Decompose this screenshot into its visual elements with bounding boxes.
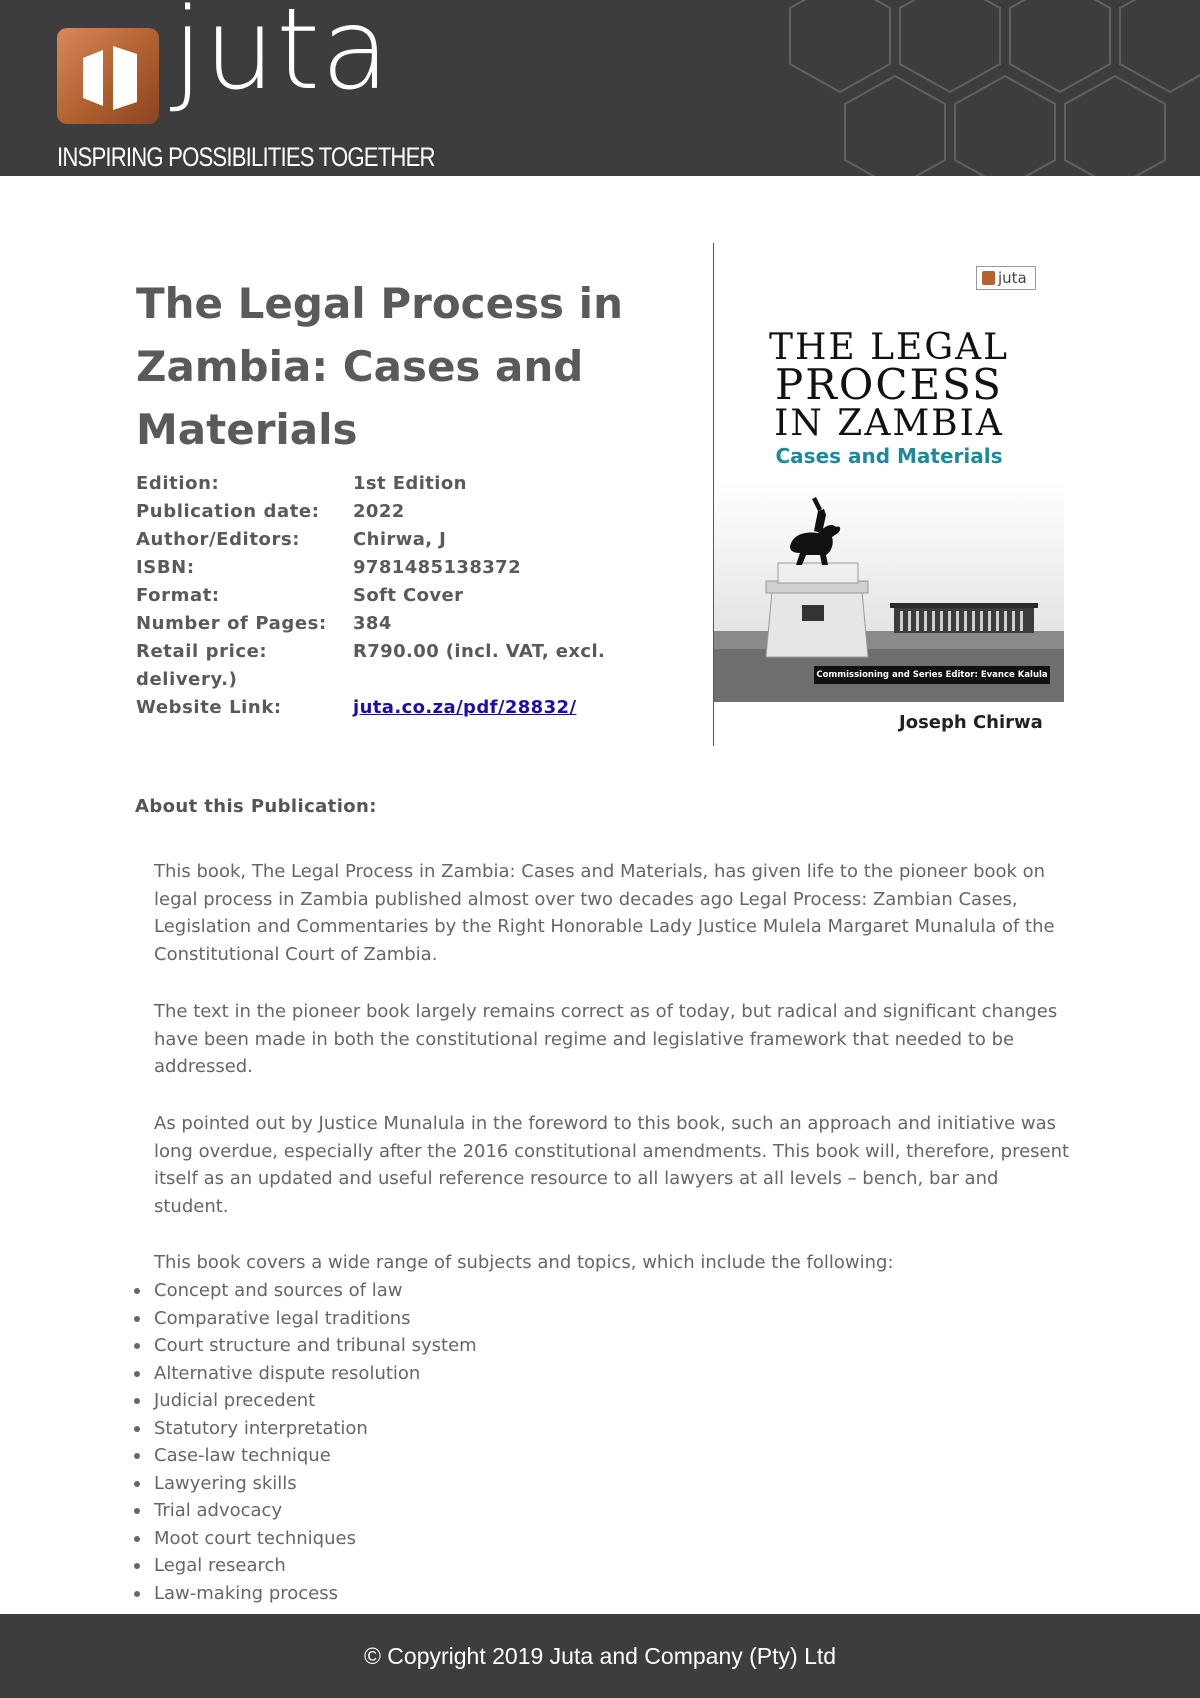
book-details — [136, 470, 666, 722]
authors-row — [136, 526, 666, 554]
website-link[interactable]: juta.co.za/pdf/28832/ — [353, 697, 577, 718]
cover-logo-icon — [982, 271, 995, 285]
price-value-continued: delivery.) — [136, 669, 238, 690]
publication-date-value: 2022 — [353, 501, 405, 522]
price-label: Retail price: — [136, 641, 268, 662]
topics-list — [154, 1277, 477, 1607]
list-item: Judicial precedent — [154, 1387, 477, 1415]
about-paragraph-2: The text in the pioneer book largely remains correct as of today, but radical and significant changes have been made in both the constitutional regime and legislative framework that needed to be addressed. — [154, 1001, 1058, 1077]
cover-editor-band: Commissioning and Series Editor: Evance Kalula — [814, 666, 1050, 684]
price-value: R790.00 (incl. VAT, excl. — [353, 641, 606, 662]
isbn-value: 9781485138372 — [353, 557, 522, 578]
list-item: Lawyering skills — [154, 1470, 477, 1498]
copyright-text: © Copyright 2019 Juta and Company (Pty) Ltd — [363, 1643, 837, 1669]
list-item: Alternative dispute resolution — [154, 1360, 477, 1388]
list-item: Case-law technique — [154, 1442, 477, 1470]
juta-logo-icon — [57, 28, 159, 124]
about-paragraph-3: As pointed out by Justice Munalula in the foreword to this book, such an approach and initiative was long overdue, especially after the 2016 constitutional amendments. This book will, therefore, present itself as an updated and useful reference resource to all lawyers at all levels – bench, bar and student. — [154, 1113, 1070, 1217]
isbn-label: ISBN: — [136, 557, 195, 578]
edition-row — [136, 470, 666, 498]
about-paragraph-1: This book, The Legal Process in Zambia: Cases and Materials, has given life to the pioneer book on legal process in Zambia published almost over two decades ago Legal Process: Zambian Cases, Legislation and Commentaries by the Right Honorable Lady Justice Mulela Margaret Munalula of the Constitutional Court of Zambia. — [154, 861, 1055, 965]
list-item: Legal research — [154, 1552, 477, 1580]
list-item: Moot court techniques — [154, 1525, 477, 1553]
isbn-row — [136, 554, 666, 582]
book-cover — [714, 256, 1064, 702]
cover-publisher-logo — [976, 266, 1036, 290]
authors-value: Chirwa, J — [353, 529, 447, 550]
tagline: INSPIRING POSSIBILITIES TOGETHER — [57, 142, 435, 172]
list-item: Trial advocacy — [154, 1497, 477, 1525]
cover-title-line-3: IN ZAMBIA — [774, 403, 1004, 444]
list-item: Court structure and tribunal system — [154, 1332, 477, 1360]
publication-date-row — [136, 498, 666, 526]
cover-title-line-2: PROCESS — [775, 360, 1003, 409]
cover-author: Joseph Chirwa — [899, 712, 1043, 733]
format-value: Soft Cover — [353, 585, 464, 606]
footer — [0, 1614, 1200, 1698]
cover-logo-text: juta — [998, 269, 1027, 287]
about-paragraph-4: This book covers a wide range of subjects and topics, which include the following: — [154, 1252, 894, 1273]
pages-row — [136, 610, 666, 638]
format-label: Format: — [136, 585, 220, 606]
cover-title-line-1: THE LEGAL — [769, 327, 1009, 368]
list-item: Law-making process — [154, 1580, 477, 1608]
logo-wordmark: juta — [172, 0, 391, 115]
publication-date-label: Publication date: — [136, 501, 320, 522]
pages-label: Number of Pages: — [136, 613, 327, 634]
format-row — [136, 582, 666, 610]
hexagon-pattern — [780, 0, 1200, 176]
website-label: Website Link: — [136, 697, 282, 718]
list-item: Statutory interpretation — [154, 1415, 477, 1443]
list-item: Comparative legal traditions — [154, 1305, 477, 1333]
header-banner — [0, 0, 1200, 176]
edition-label: Edition: — [136, 473, 220, 494]
price-row — [136, 638, 666, 666]
pages-value: 384 — [353, 613, 392, 634]
authors-label: Author/Editors: — [136, 529, 301, 550]
list-item: Concept and sources of law — [154, 1277, 477, 1305]
about-heading: About this Publication: — [135, 796, 377, 817]
cover-subtitle: Cases and Materials — [775, 444, 1003, 468]
edition-value: 1st Edition — [353, 473, 467, 494]
website-row — [136, 694, 666, 722]
book-title: The Legal Process in Zambia: Cases and Materials — [136, 279, 623, 454]
